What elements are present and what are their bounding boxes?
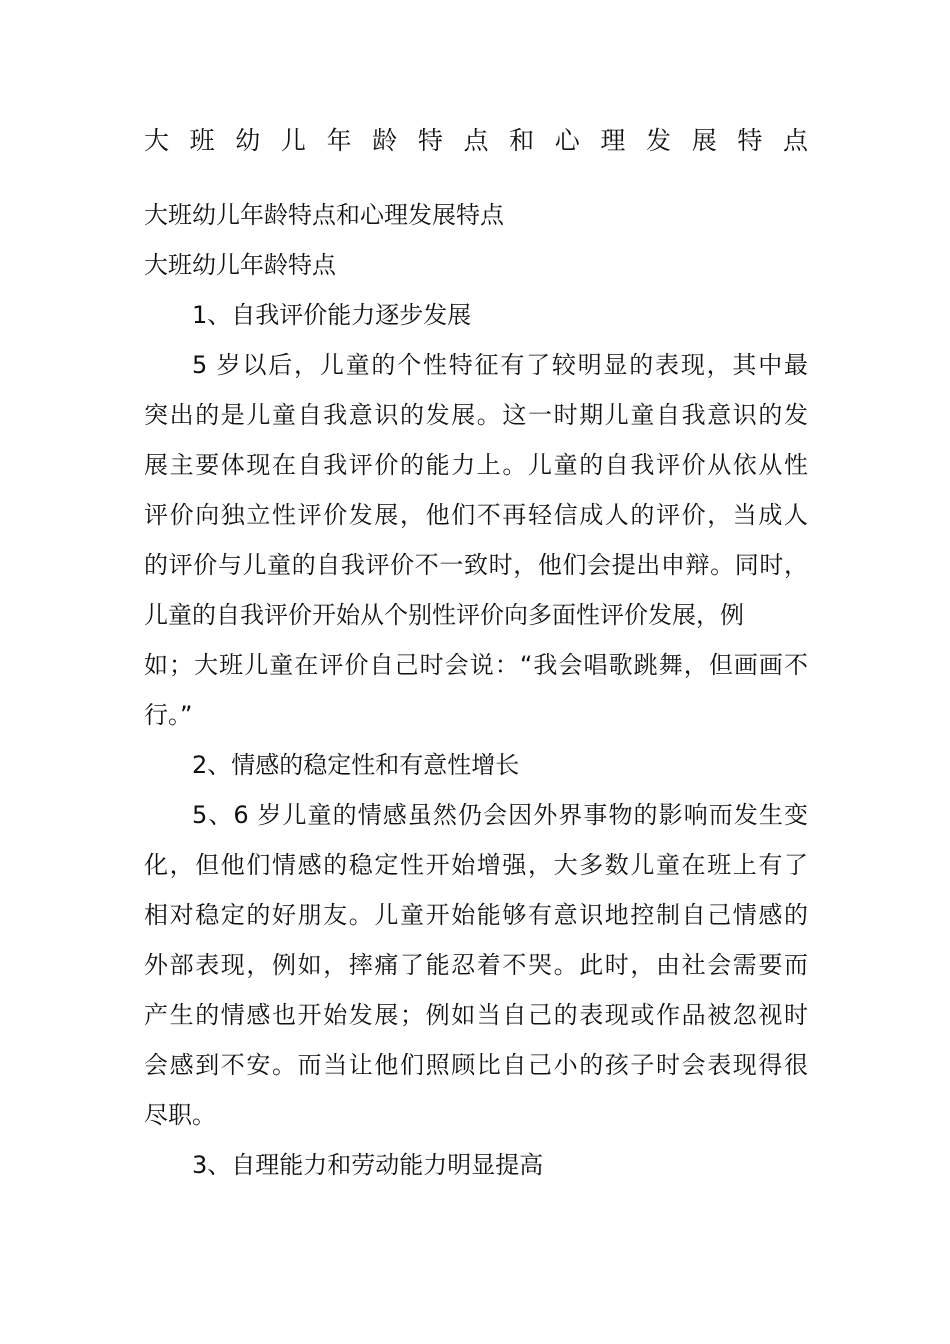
paragraph-line: 外部表现，例如，摔痛了能忍着不哭。此时，由社会需要而 (144, 951, 808, 979)
title-char: 和 (509, 126, 535, 155)
paragraph-line: 5 岁以后，儿童的个性特征有了较明显的表现，其中最 (192, 351, 808, 379)
title-char: 大 (144, 126, 170, 155)
paragraph-line: 化，但他们情感的稳定性开始增强，大多数儿童在班上有了 (144, 851, 808, 879)
paragraph-line: 行。” (144, 701, 193, 729)
subheading-line: 大班幼儿年龄特点 (144, 251, 336, 279)
document-title (144, 124, 808, 158)
title-char: 展 (691, 126, 717, 155)
paragraph-line: 产生的情感也开始发展；例如当自己的表现或作品被忽视时 (144, 1001, 808, 1029)
document-body (144, 196, 808, 1196)
title-char: 班 (189, 126, 215, 155)
title-char: 特 (417, 126, 443, 155)
paragraph-line: 评价向独立性评价发展，他们不再轻信成人的评价，当成人 (144, 501, 808, 529)
paragraph-line: 展主要体现在自我评价的能力上。儿童的自我评价从依从性 (144, 451, 808, 479)
heading-line: 大班幼儿年龄特点和心理发展特点 (144, 201, 504, 229)
title-char: 理 (600, 126, 626, 155)
title-char: 点 (463, 126, 489, 155)
paragraph-line: 5、6 岁儿童的情感虽然仍会因外界事物的影响而发生变 (192, 801, 808, 829)
title-char: 特 (737, 126, 763, 155)
title-char: 年 (326, 126, 352, 155)
paragraph-line: 如；大班儿童在评价自己时会说：“我会唱歌跳舞，但画画不 (144, 651, 808, 679)
title-char: 儿 (280, 126, 306, 155)
title-char: 点 (782, 126, 808, 155)
section-heading-2: 2、情感的稳定性和有意性增长 (192, 751, 520, 779)
title-char: 幼 (235, 126, 261, 155)
section-heading-3: 3、自理能力和劳动能力明显提高 (192, 1151, 544, 1179)
paragraph-line: 突出的是儿童自我意识的发展。这一时期儿童自我意识的发 (144, 401, 808, 429)
paragraph-line: 尽职。 (144, 1101, 216, 1129)
paragraph-line: 的评价与儿童的自我评价不一致时，他们会提出申辩。同时， (144, 551, 808, 579)
paragraph-line: 相对稳定的好朋友。儿童开始能够有意识地控制自己情感的 (144, 901, 808, 929)
paragraph-line: 会感到不安。而当让他们照顾比自己小的孩子时会表现得很 (144, 1051, 808, 1079)
title-char: 发 (646, 126, 672, 155)
title-char: 心 (554, 126, 580, 155)
paragraph-line: 儿童的自我评价开始从个别性评价向多面性评价发展，例 (144, 601, 744, 629)
title-char: 龄 (372, 126, 398, 155)
section-heading-1: 1、自我评价能力逐步发展 (192, 301, 472, 329)
